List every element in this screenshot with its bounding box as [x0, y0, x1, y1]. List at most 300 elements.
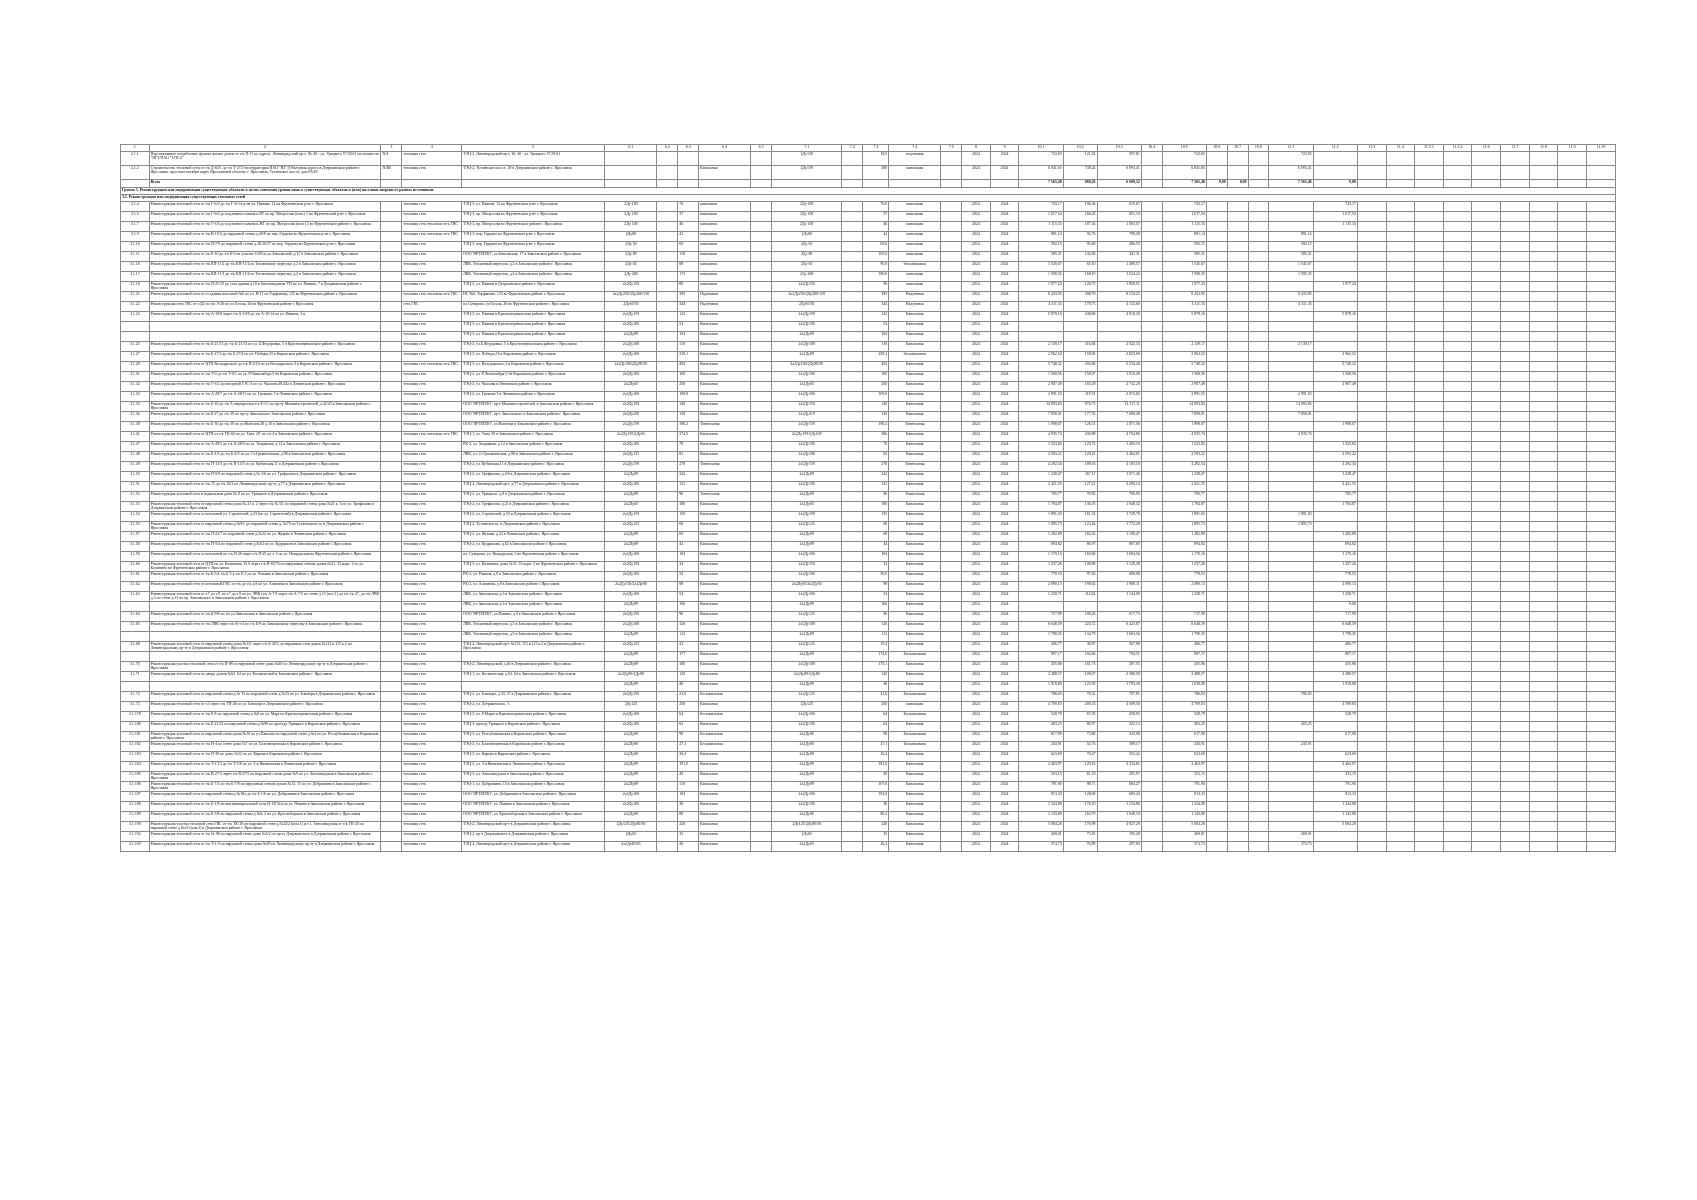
table-cell: 2024 [962, 302, 991, 312]
table-cell: 2х2Ду100 [605, 552, 657, 562]
table-cell [1313, 392, 1357, 402]
table-cell: 2х2Ду125 [605, 452, 657, 462]
table-cell: 4 935,74 [1162, 432, 1206, 442]
table-cell: 2Ду159 [772, 166, 842, 180]
table-cell: 27,1 [863, 742, 889, 752]
table-cell [1141, 712, 1162, 722]
table-cell [1206, 592, 1227, 602]
table-cell: 2024 [990, 612, 1019, 622]
table-cell: 127,41 [1063, 482, 1097, 492]
table-cell: 2024 [962, 642, 991, 652]
column-number-cell: 6.5 [751, 145, 772, 152]
table-cell: 2х2Ду100/2Ду80/50 [605, 362, 657, 372]
table-cell: Реконструкция тепловой сети от т/к Б-1/8 по внутриквартальной сети Ц-1/8 №4 по ул. Панина в Заволжском районе г. Ярославля [149, 802, 381, 812]
table-cell [1248, 782, 1269, 792]
table-cell: 44 [678, 542, 699, 552]
table-cell [1501, 612, 1530, 622]
table-cell: 108,07 [1063, 672, 1097, 682]
table-cell: Реконструкция тепловой сети от т/к Б-21/32 по наружной стены д.№90 по проезду Урицкого в Кировском районе г. Ярославля [149, 722, 381, 732]
total-cell [990, 180, 1019, 188]
table-cell [1472, 622, 1501, 632]
table-cell [657, 612, 678, 622]
table-cell [1269, 492, 1313, 502]
table-cell [1386, 512, 1415, 522]
table-cell [1529, 202, 1558, 212]
table-cell: 2024 [962, 552, 991, 562]
table-cell [1141, 632, 1162, 642]
table-cell: Канальная [889, 582, 941, 592]
table-cell: 1 998,07 [1313, 422, 1357, 432]
table-cell [1313, 692, 1357, 702]
table-cell [1227, 832, 1248, 842]
table-cell: 35 [863, 832, 889, 842]
table-cell: 166,43 [1063, 212, 1097, 222]
table-cell: 2024 [962, 482, 991, 492]
table-cell [1501, 262, 1530, 272]
table-cell: 2Ду 50 [605, 242, 657, 252]
table-cell [1206, 732, 1227, 742]
table-cell: Канальная [889, 332, 941, 342]
table-cell: ТЭЦ-3, ул.Б.Федоровка, 5 в Красноперекопском районе г. Ярославля [462, 342, 605, 352]
table-cell [1313, 262, 1357, 272]
table-cell [1141, 342, 1162, 352]
table-cell: ТЭЦ-2, ул. Кудряшова, д.62 в Заволжском районе г. Ярославля [462, 542, 605, 552]
table-cell: Реконструкция тепловой сети от т/к Б-30 до т/к 30 по ул.Ньютона,30 д.10 в Заволжском районе г. Ярославля [149, 422, 381, 432]
table-cell [381, 382, 402, 392]
table-cell [1227, 642, 1248, 652]
table-row [121, 442, 1616, 452]
table-cell [1357, 622, 1386, 632]
table-cell: 2024 [990, 752, 1019, 762]
table-cell [1141, 242, 1162, 252]
table-cell: 167,11 [1063, 472, 1097, 482]
table-cell [1472, 332, 1501, 342]
table-cell: 455,86 [1313, 662, 1357, 672]
table-cell: тепловая сеть [402, 312, 462, 322]
table-cell [1248, 482, 1269, 492]
table-cell [1357, 542, 1386, 552]
table-row [121, 202, 1616, 212]
table-cell: 2х2Ду100 [605, 442, 657, 452]
table-cell [842, 732, 863, 742]
table-cell: Реконструкция тепловой сети по двору домов №62, 64 по ул. Космической в Заволжском районе г. Ярославля [149, 672, 381, 682]
table-cell [842, 712, 863, 722]
table-row [121, 812, 1616, 822]
table-cell [1357, 772, 1386, 782]
table-cell [1501, 482, 1530, 492]
table-cell [1386, 382, 1415, 392]
table-cell [1248, 472, 1269, 482]
table-cell: 2024 [962, 682, 991, 692]
table-cell: тепловая сеть [402, 742, 462, 752]
table-cell [1141, 232, 1162, 242]
table-cell: 100 [863, 372, 889, 382]
table-cell [1248, 372, 1269, 382]
table-cell: 2024 [962, 402, 991, 412]
table-cell: 2х2Ду100 [772, 372, 842, 382]
table-cell [1472, 202, 1501, 212]
table-cell [1269, 362, 1313, 372]
table-cell [1558, 502, 1587, 512]
table-cell: 2024 [962, 612, 991, 622]
table-cell: 2024 [990, 522, 1019, 532]
table-cell [1313, 302, 1357, 312]
table-cell: 3.1.68 [121, 642, 150, 652]
table-cell [1386, 832, 1415, 842]
table-cell: 2х2Ду80 [772, 732, 842, 742]
table-cell [751, 542, 772, 552]
table-cell [1558, 442, 1587, 452]
table-cell: Бесканальная [889, 742, 941, 752]
table-cell: 69 [678, 242, 699, 252]
table-cell: 4 709,83 [1162, 702, 1206, 712]
table-cell: 2х2Ду159 [605, 312, 657, 322]
table-cell: 3.1.52 [121, 492, 150, 502]
table-cell [842, 212, 863, 222]
table-cell [1472, 522, 1501, 532]
table-cell [1357, 342, 1386, 352]
table-cell [1357, 166, 1386, 180]
table-cell: 116,84 [1063, 342, 1097, 352]
table-cell: Канальная [889, 392, 941, 402]
table-cell: 706,95 [1097, 492, 1141, 502]
table-cell: 2х2Ду159 [605, 562, 657, 572]
table-cell: Реконструкция тепловой сети от т/к В-15/3 до наружной стены д.26/8 по пер. Герцена во Фрунзенском р-не г. Ярославля [149, 232, 381, 242]
table-cell: 2х2Ду80 [605, 732, 657, 742]
table-cell [1558, 672, 1587, 682]
table-row [121, 522, 1616, 532]
table-cell: 3.1.27 [121, 352, 150, 362]
table-cell: 3.1.41 [121, 432, 150, 442]
table-cell [842, 222, 863, 232]
table-cell: 121,02 [1063, 152, 1097, 166]
table-cell: Канальная [889, 752, 941, 762]
table-cell: 2024 [962, 292, 991, 302]
table-cell [1141, 212, 1162, 222]
table-cell [657, 602, 678, 612]
table-cell: тепловая сеть [402, 512, 462, 522]
table-cell: 2х2Ду100 [772, 592, 842, 602]
table-cell [1501, 272, 1530, 282]
table-cell [941, 222, 962, 232]
table-cell: 2х2Ду100 [605, 712, 657, 722]
table-cell [1206, 492, 1227, 502]
table-cell: 684,27 [1097, 782, 1141, 792]
table-cell [1206, 632, 1227, 642]
table-cell: Реконструкция тепловой сети от ЦТП по ул. Калинина, 33 б через т/к П-63/76 по наружным стенам домов №31, 33 корп. 2 по ул. Калинина во Фрунзенском районе г. Ярославля [149, 562, 381, 572]
table-cell: Канальная [699, 572, 751, 582]
table-cell [1558, 842, 1587, 852]
table-cell [1248, 262, 1269, 272]
table-cell: 3.1.57 [121, 532, 150, 542]
table-cell: 2024 [990, 242, 1019, 252]
table-cell [1206, 382, 1227, 392]
table-cell [1141, 472, 1162, 482]
table-cell [381, 782, 402, 792]
table-cell [657, 592, 678, 602]
table-cell: 44 [863, 542, 889, 552]
table-cell [1227, 622, 1248, 632]
table-cell: 494 [863, 362, 889, 372]
table-cell: 2 488,57 [1019, 672, 1063, 682]
table-cell: 2х2Ду159 [772, 512, 842, 522]
table-cell: 2024 [962, 202, 991, 212]
table-cell: 2024 [990, 422, 1019, 432]
table-cell: 3.1.22 [121, 302, 150, 312]
table-cell [1443, 492, 1472, 502]
table-cell: 2х2Ду159 [605, 462, 657, 472]
table-cell: пл.Суворова, ул.Гоголя, 26 во Фрунзенском районе г. Ярославля [462, 302, 605, 312]
table-cell: 88 [678, 262, 699, 272]
table-cell [1248, 402, 1269, 412]
table-cell: тепловая сеть [402, 632, 462, 642]
table-cell: 2х2Ду65/2х2Ду50 [772, 582, 842, 592]
table-cell [657, 742, 678, 752]
table-cell [1587, 572, 1616, 582]
table-row [121, 702, 1616, 712]
table-cell [1558, 812, 1587, 822]
table-cell [1501, 532, 1530, 542]
table-cell [1019, 332, 1063, 342]
table-cell [751, 732, 772, 742]
table-cell [1269, 682, 1313, 692]
table-cell: 374,73 [1162, 842, 1206, 852]
table-cell: 170,10 [1063, 802, 1097, 812]
table-cell [149, 322, 381, 332]
table-cell: 88 [678, 282, 699, 292]
table-cell: 6 648,59 [1313, 622, 1357, 632]
table-cell: 189,16 [1063, 462, 1097, 472]
table-cell: 851,10 [1097, 212, 1141, 222]
table-cell: 403,25 [1269, 722, 1313, 732]
table-cell: 344 [863, 302, 889, 312]
table-cell: 2 139,17 [1162, 342, 1206, 352]
table-cell: 2х2Ду89 [605, 632, 657, 642]
table-cell: 98,71 [1063, 782, 1097, 792]
table-cell: 1 238,47 [1162, 472, 1206, 482]
table-cell [751, 262, 772, 272]
table-cell [1501, 212, 1530, 222]
table-cell: ТЭЦ-2, Ленинградский пр-т в Дзержинском районе г. Ярославля [462, 842, 605, 852]
table-cell [1558, 472, 1587, 482]
table-cell [1558, 222, 1587, 232]
table-cell: 3.1.31 [121, 372, 150, 382]
table-cell: 62 [863, 722, 889, 732]
table-cell [1357, 412, 1386, 422]
table-cell [1313, 242, 1357, 252]
total-cell [402, 180, 462, 188]
table-cell [1206, 502, 1227, 512]
table-cell [1558, 532, 1587, 542]
table-cell: 2х2Ду89 [772, 352, 842, 362]
table-cell [1141, 822, 1162, 832]
table-row [121, 472, 1616, 482]
table-cell [657, 312, 678, 322]
table-cell [1227, 742, 1248, 752]
table-cell [1415, 682, 1444, 692]
table-cell [1269, 332, 1313, 342]
table-cell: тепловая сеть [402, 412, 462, 422]
table-cell: 5 004,28 [1162, 822, 1206, 832]
column-number-row [121, 145, 1616, 152]
table-cell [842, 332, 863, 342]
table-cell: 2024 [962, 662, 991, 672]
table-cell: Надземная [699, 292, 751, 302]
table-cell: 42 [863, 232, 889, 242]
table-cell: Канальная [699, 672, 751, 682]
table-cell: Канальная [699, 792, 751, 802]
table-cell: 2х2Ду65/65 [605, 842, 657, 852]
table-cell [1415, 672, 1444, 682]
table-cell [1248, 682, 1269, 692]
table-cell [1357, 612, 1386, 622]
table-cell [1529, 232, 1558, 242]
table-cell: 2024 [962, 512, 991, 522]
table-cell [1141, 222, 1162, 232]
table-cell: 2024 [962, 322, 991, 332]
column-number-cell: 5 [462, 145, 605, 152]
table-cell [1269, 622, 1313, 632]
table-cell [1443, 632, 1472, 642]
table-cell: 110 [678, 342, 699, 352]
table-cell: тепловая сеть [402, 802, 462, 812]
table-cell [657, 642, 678, 652]
table-row [121, 262, 1616, 272]
table-cell: 2024 [962, 772, 991, 782]
table-cell: 2Ду125 [772, 702, 842, 712]
table-cell [1501, 522, 1530, 532]
table-cell: 4 935,74 [1019, 432, 1063, 442]
table-cell: 1 545,67 [1269, 262, 1313, 272]
table-cell [1227, 362, 1248, 372]
table-cell: Канальная [699, 782, 751, 792]
table-cell: тепловая сеть [402, 152, 462, 166]
table-cell [1357, 842, 1386, 852]
table-cell: Канальная [699, 662, 751, 672]
table-cell: 1 977,24 [1162, 282, 1206, 292]
table-cell: 2024 [990, 812, 1019, 822]
table-cell [1501, 372, 1530, 382]
table-cell [1386, 166, 1415, 180]
table-cell: 813,33 [1162, 792, 1206, 802]
table-cell [1269, 642, 1313, 652]
table-cell [149, 602, 381, 612]
table-cell [1501, 792, 1530, 802]
table-cell [1443, 762, 1472, 772]
table-cell: Реконструкция участка тепловой сети ГВС от т/к ТК-20 по наружной стене д.№22/2 (пом.1) и т.1. Автозаводская от т/к ТК-20 по наружной стене д.№23 (пом.2) в Дзержинском районе г. Ярославля [149, 822, 381, 832]
table-cell: 105,0 [863, 252, 889, 262]
table-cell [1227, 782, 1248, 792]
table-cell [1206, 612, 1227, 622]
table-cell [1206, 712, 1227, 722]
column-number-cell: 2 [149, 145, 381, 152]
table-cell [1141, 512, 1162, 522]
table-cell [1357, 802, 1386, 812]
table-cell: 14 093,84 [1019, 402, 1063, 412]
table-cell: канальная [699, 222, 751, 232]
table-cell: Канальная [699, 542, 751, 552]
table-cell: Канальная [699, 342, 751, 352]
table-cell: Канальная [889, 632, 941, 642]
table-cell [1227, 372, 1248, 382]
column-number-cell: 7.4 [889, 145, 941, 152]
table-cell: 2х2Ду89 [772, 492, 842, 502]
table-cell: 2024 [962, 722, 991, 732]
table-cell [751, 712, 772, 722]
table-cell [1357, 782, 1386, 792]
table-cell [1386, 532, 1415, 542]
table-cell: 2Ду 80 [772, 252, 842, 262]
table-cell: 96 [678, 492, 699, 502]
table-cell [1206, 462, 1227, 472]
table-cell: канальная [889, 222, 941, 232]
table-cell [1558, 762, 1587, 772]
table-cell: 353,15 [1313, 772, 1357, 782]
table-cell: тепловая сеть [402, 572, 462, 582]
table-cell [1206, 362, 1227, 372]
table-cell: канальная [699, 252, 751, 262]
table-cell: 26,4 [678, 752, 699, 762]
table-cell: Канальная [889, 572, 941, 582]
table-cell: 180 [678, 662, 699, 672]
table-cell [1386, 252, 1415, 262]
table-cell: Реконструкция тепловой сети от т/к А-28/3 до т/к А-28/4 по ул. Хохрякова, д.12 в Заволжском районе г. Ярославля [149, 442, 381, 452]
table-cell: 2024 [990, 272, 1019, 282]
table-cell [1141, 812, 1162, 822]
table-cell [1558, 342, 1587, 352]
table-row [121, 432, 1616, 442]
table-cell [1529, 752, 1558, 762]
table-cell [1501, 342, 1530, 352]
table-cell [1529, 562, 1558, 572]
table-cell: 2024 [962, 452, 991, 462]
table-cell [1472, 842, 1501, 852]
table-cell: тепловая сеть [402, 382, 462, 392]
table-cell: 5 748,32 [1313, 362, 1357, 372]
table-cell: 2024 [990, 292, 1019, 302]
table-cell: 2Ду 100 [605, 222, 657, 232]
table-cell: тепловая сеть [402, 166, 462, 180]
table-cell [1472, 232, 1501, 242]
table-cell: ТЭЦ-3, ул. Чкалова в Ленинском районе г. Ярославля [462, 382, 605, 392]
table-cell [1141, 362, 1162, 372]
table-row [121, 792, 1616, 802]
table-cell: 2024 [990, 472, 1019, 482]
table-cell: 406,77 [1162, 642, 1206, 652]
table-cell: 1 154,80 [1097, 802, 1141, 812]
table-cell: 98 [863, 732, 889, 742]
table-cell: 2024 [962, 166, 991, 180]
table-cell [1587, 422, 1616, 432]
table-cell [381, 442, 402, 452]
table-cell [657, 822, 678, 832]
table-cell: 798,38 [1097, 232, 1141, 242]
table-cell [1269, 812, 1313, 822]
table-cell [1558, 692, 1587, 702]
table-cell: 891,14 [1162, 232, 1206, 242]
table-cell: 48 [678, 682, 699, 692]
table-cell [657, 212, 678, 222]
table-cell [657, 542, 678, 552]
table-cell [1248, 712, 1269, 722]
table-cell [1443, 732, 1472, 742]
table-cell [657, 802, 678, 812]
table-cell [1227, 352, 1248, 362]
table-cell: Реконструкция тепловой сети от т/к Г-6/2 до т/к Г-6/3 в р-не ул. Панина, 12 на Фрунзенском р-не г. Ярославля [149, 202, 381, 212]
table-cell [1227, 652, 1248, 662]
table-cell [657, 152, 678, 166]
table-cell: 3.1.36 [121, 412, 150, 422]
